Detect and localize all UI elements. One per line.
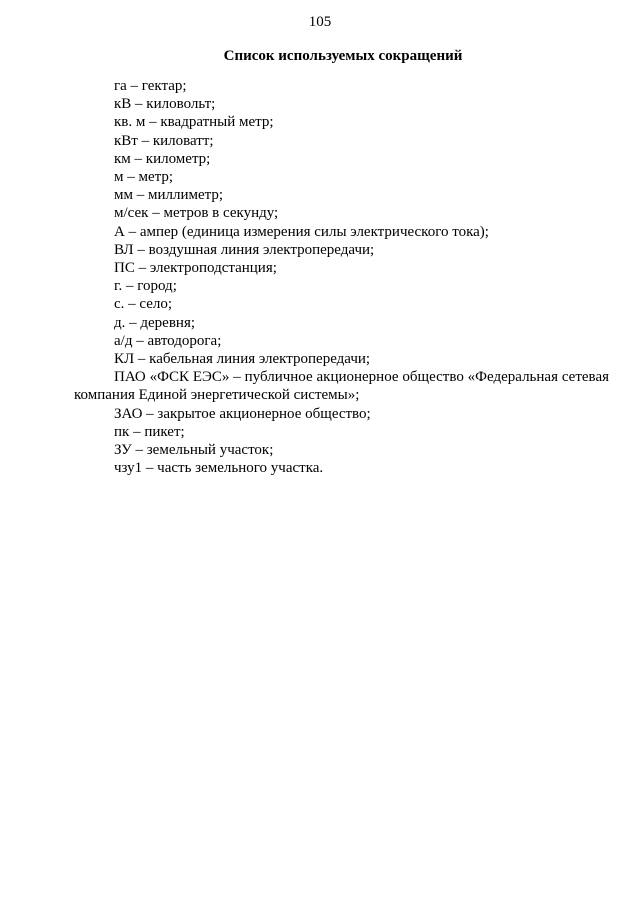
- abbreviation-item: пк – пикет;: [114, 423, 185, 440]
- abbreviation-item: чзу1 – часть земельного участка.: [114, 460, 324, 477]
- abbreviation-item: ПАО «ФСК ЕЭС» – публичное акционерное общество «Федеральная сетевая компания Единой энергетической системы»;: [74, 369, 609, 404]
- abbreviation-item: кВ – киловольт;: [114, 96, 216, 113]
- abbreviation-item: м – метр;: [114, 169, 174, 186]
- abbreviations-list: [74, 77, 609, 477]
- abbreviation-item: ЗУ – земельный участок;: [114, 442, 274, 459]
- abbreviation-item: д. – деревня;: [114, 314, 196, 331]
- abbreviation-item: А – ампер (единица измерения силы электрического тока);: [114, 223, 489, 240]
- abbreviation-item: м/сек – метров в секунду;: [114, 205, 279, 222]
- abbreviation-item: ПС – электроподстанция;: [114, 260, 277, 277]
- abbreviation-item: г. – город;: [114, 278, 177, 295]
- abbreviation-item: км – километр;: [114, 150, 211, 167]
- page-title: Список используемых сокращений: [223, 48, 463, 64]
- abbreviation-item: КЛ – кабельная линия электропередачи;: [114, 351, 371, 368]
- abbreviation-item: мм – миллиметр;: [114, 187, 224, 204]
- abbreviation-item: с. – село;: [114, 296, 173, 313]
- abbreviation-item: кв. м – квадратный метр;: [114, 114, 274, 131]
- abbreviation-item: а/д – автодорога;: [114, 332, 222, 349]
- abbreviation-item: га – гектар;: [114, 78, 187, 94]
- abbreviation-item: ЗАО – закрытое акционерное общество;: [114, 405, 371, 422]
- abbreviation-item: ВЛ – воздушная линия электропередачи;: [114, 241, 375, 258]
- page-number: 105: [308, 14, 332, 30]
- abbreviation-item: кВт – киловатт;: [114, 132, 214, 149]
